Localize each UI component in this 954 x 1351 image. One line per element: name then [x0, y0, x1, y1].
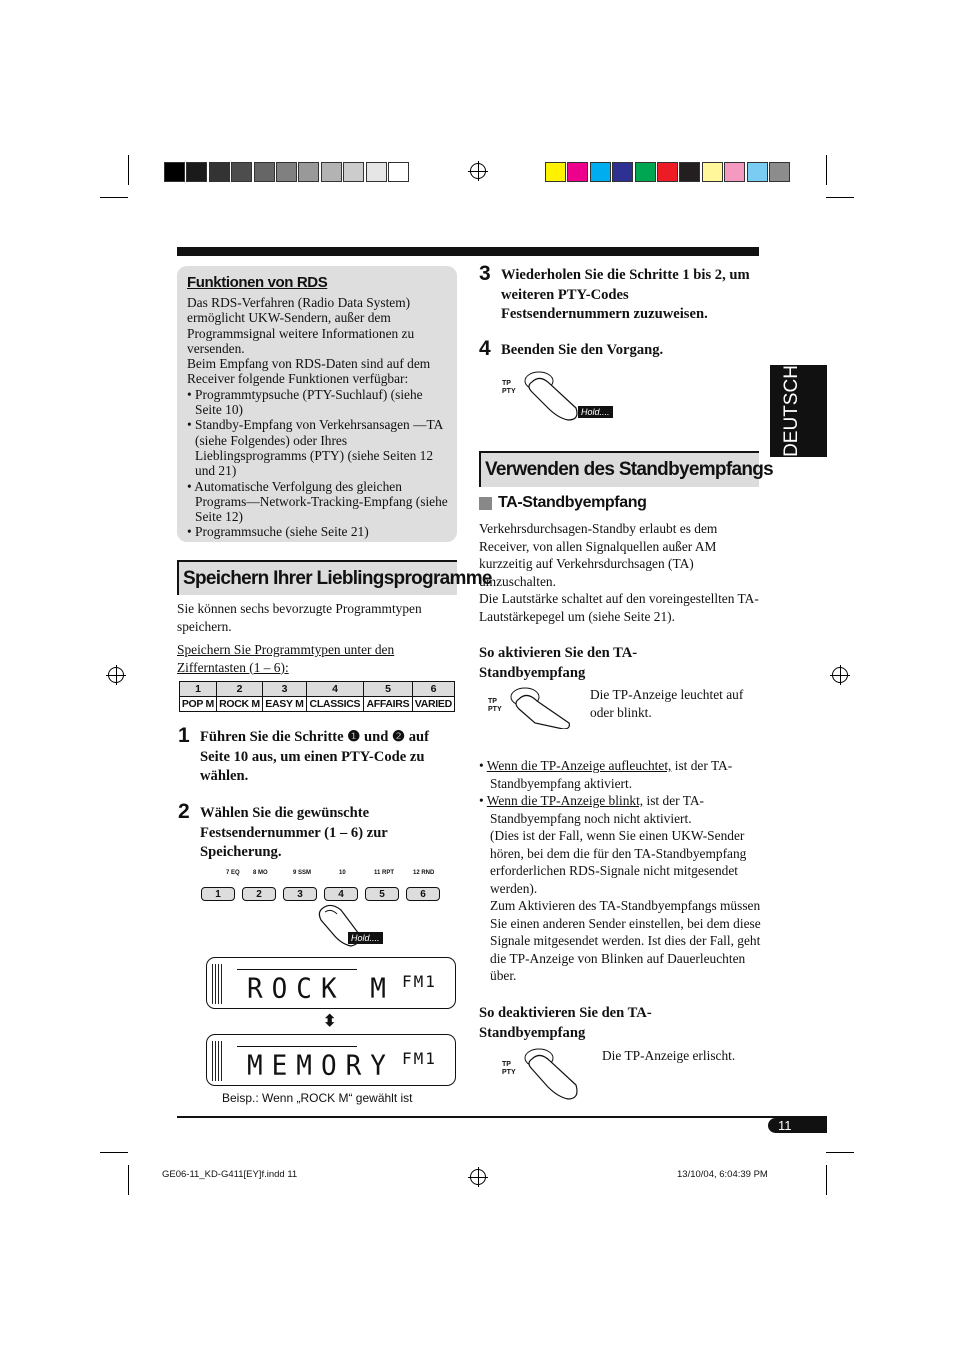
rds-intro2: Beim Empfang von RDS-Daten sind auf dem Receiver folgende Funktionen verfügbar: — [187, 356, 431, 387]
hold-label: Hold.... — [578, 406, 613, 418]
preset-button-6[interactable]: 6 — [406, 887, 440, 901]
top-rule — [177, 247, 759, 256]
table-cell: 6 — [412, 682, 454, 697]
rds-intro: Das RDS-Verfahren (Radio Data System) ermöglicht UKW-Sendern, außer dem Programmsignal weitere Informationen zu versenden. — [187, 295, 415, 356]
color-swatch — [209, 162, 230, 182]
tp-pty-label: TP PTY — [502, 380, 516, 395]
left-intro: Sie können sechs bevorzugte Programmtypen speichern. — [177, 601, 422, 634]
crop-mark — [100, 197, 128, 198]
rds-box-title: Funktionen von RDS — [187, 274, 328, 291]
table-cell: POP M — [180, 697, 217, 712]
crop-mark — [128, 155, 129, 185]
bullet-more: (Dies ist der Fall, wenn Sie einen UKW-Sender hören, bei dem die für den TA-Standbyempfang erforderlichen RDS-Signale nicht mitgesendet werden). — [490, 828, 747, 896]
registration-mark-icon — [470, 163, 486, 179]
lcd-display-rock — [206, 957, 456, 1009]
table-cell: ROCK M — [216, 697, 262, 712]
crop-mark — [826, 155, 827, 185]
button-label: 9 SSM — [293, 870, 312, 876]
section-heading: Verwenden des Standbyempfangs — [479, 451, 759, 487]
table-cell: 1 — [180, 682, 217, 697]
preset-button-5[interactable]: 5 — [365, 887, 399, 901]
step-number: 2 — [178, 800, 190, 823]
rds-bullet: • Programmtypsuche (PTY-Suchlauf) (siehe Seite 10) — [187, 386, 423, 418]
button-label: 10 — [339, 870, 346, 876]
deactivate-title: So deaktivieren Sie den TA-Standbyempfang — [479, 1005, 652, 1041]
color-swatch — [231, 162, 252, 182]
step-number: 1 — [178, 724, 190, 747]
rds-bullet: • Standby-Empfang von Verkehrsansagen —TA (siehe Folgendes) oder Ihres Lieblingsprogramms (PTY) (siehe Seiten 12 und 21) — [187, 417, 443, 479]
rds-bullet: • Automatische Verfolgung des gleichen Programs—Network-Tracking-Empfang (siehe Seite 12) — [187, 478, 448, 525]
left-sub: Speichern Sie Programmtypen unter den Zifferntasten (1 – 6): — [177, 642, 395, 675]
square-bullet-icon — [479, 497, 492, 510]
preset-button-1[interactable]: 1 — [201, 887, 235, 901]
lcd-band: FM1 — [402, 972, 437, 991]
registration-mark-icon — [470, 1169, 486, 1185]
table-cell: 4 — [306, 682, 363, 697]
rds-info-box — [177, 266, 457, 542]
footer-timestamp: 13/10/04, 6:04:39 PM — [677, 1169, 768, 1180]
color-swatch — [567, 162, 588, 182]
subheading: TA-Standbyempfang — [498, 494, 647, 511]
table-cell: EASY M — [263, 697, 307, 712]
color-swatch — [276, 162, 297, 182]
color-swatch — [679, 162, 700, 182]
finger-press-icon — [505, 685, 577, 729]
color-swatch — [388, 162, 409, 182]
preset-button-3[interactable]: 3 — [283, 887, 317, 901]
button-label: 8 MO — [253, 870, 268, 876]
crop-mark — [100, 1152, 128, 1153]
lcd-display-memory — [206, 1034, 456, 1086]
step-4-text: Beenden Sie den Vorgang. — [501, 342, 664, 358]
color-swatch — [366, 162, 387, 182]
color-swatch — [702, 162, 723, 182]
para-1: Verkehrsdurchsagen-Standby erlaubt es dem Receiver, von allen Signalquellen außer AM kurzzeitig auf Verkehrsdurchsagen (TA) umzuschalten. — [479, 521, 718, 589]
preset-button-2[interactable]: 2 — [242, 887, 276, 901]
color-swatch — [298, 162, 319, 182]
step-number: 4 — [479, 337, 491, 360]
finger-press-icon — [518, 1045, 582, 1101]
bullet-more: Zum Aktivieren des TA-Standbyempfangs müssen Sie einen anderen Sender einstellen, bei dem diese Signale mitgesendet werden. Ist dies der Fall, geht die TP-Anzeige von Blinken auf Dauerleuchten über. — [490, 898, 761, 983]
bottom-rule — [177, 1116, 827, 1118]
color-swatch — [254, 162, 275, 182]
bullet-text: ist der TA-Standbyempfang noch nicht aktiviert. — [490, 793, 704, 826]
page-number-badge: 11 — [768, 1118, 827, 1133]
color-swatch — [747, 162, 768, 182]
color-swatch — [612, 162, 633, 182]
crop-mark — [826, 197, 854, 198]
step-1-text: Führen Sie die Schritte ❶ und ❷ auf Seite 10 aus, um einen PTY-Code zu wählen. — [200, 729, 430, 784]
crop-mark — [128, 1165, 129, 1195]
deactivate-note: Die TP-Anzeige erlischt. — [602, 1048, 736, 1063]
color-swatch — [186, 162, 207, 182]
bullet-underlined: Wenn die TP-Anzeige blinkt, — [486, 793, 644, 808]
table-cell: 2 — [216, 682, 262, 697]
color-swatch — [343, 162, 364, 182]
para-2: Die Lautstärke schaltet auf den voreingestellten TA-Lautstärkepegel um (siehe Seite 21). — [479, 591, 759, 624]
color-swatch — [635, 162, 656, 182]
footer-file: GE06-11_KD-G411[EY]f.indd 11 — [162, 1169, 298, 1180]
activate-note: Die TP-Anzeige leuchtet auf oder blinkt. — [590, 687, 744, 720]
color-swatch — [657, 162, 678, 182]
table-cell: AFFAIRS — [364, 697, 413, 712]
preset-button-4[interactable]: 4 — [324, 887, 358, 901]
crop-mark — [826, 1165, 827, 1195]
tp-pty-label: TP PTY — [488, 698, 502, 713]
pty-table — [179, 681, 455, 712]
tp-pty-label: TP PTY — [502, 1061, 516, 1076]
bullet-text: ist der TA-Standbyempfang aktiviert. — [490, 758, 733, 791]
crop-mark — [826, 1152, 854, 1153]
registration-mark-icon — [832, 667, 848, 683]
table-cell: VARIED — [412, 697, 454, 712]
list-item: • Wenn die TP-Anzeige aufleuchtet, ist der TA-Standbyempfang aktiviert. • Wenn die TP-Anzeige blinkt, ist der TA-Standbyempfang noch nicht aktiviert. (Dies ist der Fall, wenn Sie einen UKW-Sender hören, bei dem die für den TA-Standbyempfang erforderlichen RDS-Signale nicht mitgesendet werden). Zum Aktivieren des TA-Standbyempfangs müssen Sie einen anderen Sender einstellen, bei dem diese Signale mitgesendet werden. Ist dies der Fall, geht die TP-Anzeige von Blinken auf Dauerleuchten über. — [479, 757, 764, 985]
color-swatch — [769, 162, 790, 182]
color-swatch — [724, 162, 745, 182]
lcd-text: MEMORY — [247, 1050, 395, 1082]
bullet-underlined: Wenn die TP-Anzeige aufleuchtet, — [486, 758, 672, 773]
rds-bullet: • Programmsuche (siehe Seite 21) — [187, 524, 369, 540]
hold-label: Hold.... — [348, 932, 383, 944]
lcd-band: FM1 — [402, 1049, 437, 1068]
color-swatch — [545, 162, 566, 182]
language-tab: DEUTSCH — [770, 365, 827, 457]
section-heading: Speichern Ihrer Lieblingsprogramme — [177, 560, 457, 595]
up-down-arrow-icon: ⬍ — [323, 1013, 337, 1030]
table-cell: CLASSICS — [306, 697, 363, 712]
table-cell: 3 — [263, 682, 307, 697]
color-swatch — [164, 162, 185, 182]
lcd-text: ROCK M — [247, 973, 395, 1005]
button-label: 11 RPT — [374, 870, 395, 876]
step-3-text: Wiederholen Sie die Schritte 1 bis 2, um weiteren PTY-Codes Festsendernummern zuzuweisen. — [501, 267, 750, 322]
button-label: 7 EQ — [226, 870, 240, 876]
color-swatch — [590, 162, 611, 182]
registration-mark-icon — [108, 667, 124, 683]
color-swatch — [321, 162, 342, 182]
step-number: 3 — [479, 262, 491, 285]
table-cell: 5 — [364, 682, 413, 697]
activate-title: So aktivieren Sie den TA-Standbyempfang — [479, 645, 638, 681]
step-2-text: Wählen Sie die gewünschte Festsendernummer (1 – 6) zur Speicherung. — [200, 805, 388, 860]
button-label: 12 RND — [413, 870, 435, 876]
figure-caption: Beisp.: Wenn „ROCK M“ gewählt ist — [222, 1091, 413, 1105]
finger-press-icon — [518, 368, 582, 422]
